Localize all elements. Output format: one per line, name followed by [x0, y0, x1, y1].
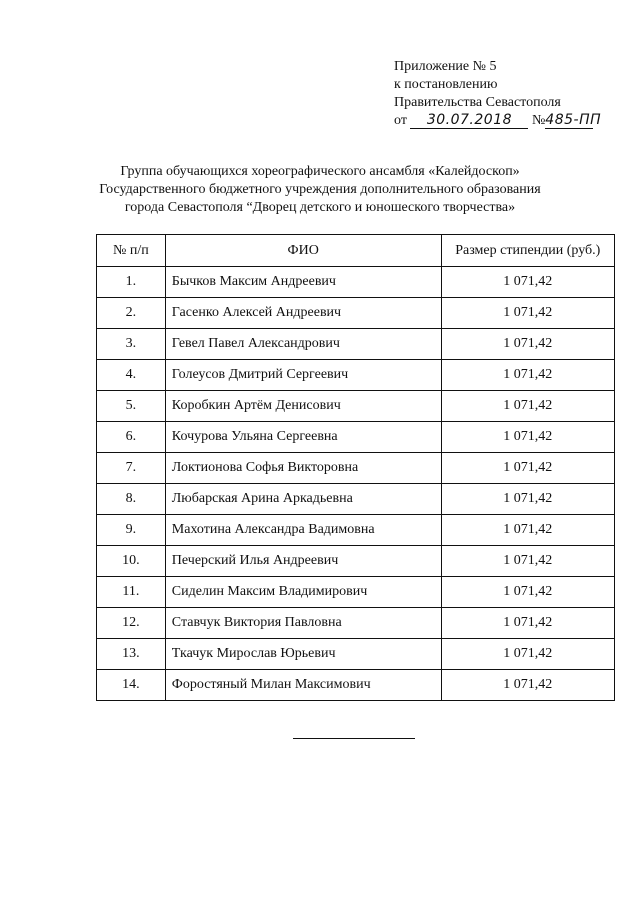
row-number: 2.: [97, 298, 166, 329]
table-row: [97, 670, 615, 701]
row-amount: 1 071,42: [441, 484, 614, 515]
row-name: Махотина Александра Вадимовна: [165, 515, 441, 546]
row-number: 5.: [97, 391, 166, 422]
title-line-2: Государственного бюджетного учреждения дополнительного образования: [99, 182, 541, 197]
row-amount: 1 071,42: [441, 453, 614, 484]
table-row: [97, 577, 615, 608]
table-row: [97, 422, 615, 453]
appendix-date-line: [394, 112, 624, 130]
row-name: Печерский Илья Андреевич: [165, 546, 441, 577]
row-amount: 1 071,42: [441, 515, 614, 546]
header-number: № п/п: [97, 235, 166, 267]
row-name: Локтионова Софья Викторовна: [165, 453, 441, 484]
table-row: [97, 391, 615, 422]
row-amount: 1 071,42: [441, 391, 614, 422]
row-name: Ткачук Мирослав Юрьевич: [165, 639, 441, 670]
row-amount: 1 071,42: [441, 298, 614, 329]
row-number: 11.: [97, 577, 166, 608]
row-name: Ставчук Виктория Павловна: [165, 608, 441, 639]
number-label: №: [531, 113, 546, 128]
row-number: 8.: [97, 484, 166, 515]
row-amount: 1 071,42: [441, 639, 614, 670]
row-number: 7.: [97, 453, 166, 484]
row-amount: 1 071,42: [441, 670, 614, 701]
table-row: [97, 515, 615, 546]
resolution-date: 30.07.2018: [410, 112, 528, 129]
row-name: Бычков Максим Андреевич: [165, 267, 441, 298]
row-name: Коробкин Артём Денисович: [165, 391, 441, 422]
table-row: [97, 484, 615, 515]
row-number: 12.: [97, 608, 166, 639]
row-number: 14.: [97, 670, 166, 701]
appendix-block: [394, 58, 624, 130]
row-name: Любарская Арина Аркадьевна: [165, 484, 441, 515]
closing-rule-divider: [293, 738, 415, 739]
title-line-1: Группа обучающихся хореографического ансамбля «Калейдоскоп»: [120, 164, 520, 179]
row-amount: 1 071,42: [441, 577, 614, 608]
row-amount: 1 071,42: [441, 546, 614, 577]
resolution-number: 485-ПП: [545, 112, 602, 128]
row-amount: 1 071,42: [441, 360, 614, 391]
row-number: 6.: [97, 422, 166, 453]
header-amount: Размер стипендии (руб.): [441, 235, 614, 267]
table-row: [97, 298, 615, 329]
table-row: [97, 546, 615, 577]
appendix-title: Приложение № 5: [394, 59, 497, 74]
row-number: 3.: [97, 329, 166, 360]
table-row: [97, 267, 615, 298]
appendix-line-government: Правительства Севастополя: [394, 95, 561, 110]
table-header-row: [97, 235, 615, 267]
table-row: [97, 453, 615, 484]
title-line-3: города Севастополя “Дворец детского и юношеского творчества»: [124, 200, 516, 215]
scholarship-table: [96, 234, 615, 701]
row-amount: 1 071,42: [441, 422, 614, 453]
table-row: [97, 329, 615, 360]
row-name: Голеусов Дмитрий Сергеевич: [165, 360, 441, 391]
row-name: Сиделин Максим Владимирович: [165, 577, 441, 608]
row-name: Гасенко Алексей Андреевич: [165, 298, 441, 329]
table-row: [97, 639, 615, 670]
row-name: Гевел Павел Александрович: [165, 329, 441, 360]
row-number: 9.: [97, 515, 166, 546]
table-row: [97, 608, 615, 639]
header-fio: ФИО: [165, 235, 441, 267]
document-title: [90, 163, 550, 217]
row-amount: 1 071,42: [441, 329, 614, 360]
row-name: Кочурова Ульяна Сергеевна: [165, 422, 441, 453]
appendix-line-to-resolution: к постановлению: [394, 77, 498, 92]
table-row: [97, 360, 615, 391]
row-name: Форостяный Милан Максимович: [165, 670, 441, 701]
row-number: 10.: [97, 546, 166, 577]
from-label: от: [394, 113, 407, 128]
row-amount: 1 071,42: [441, 267, 614, 298]
row-number: 13.: [97, 639, 166, 670]
row-number: 4.: [97, 360, 166, 391]
row-amount: 1 071,42: [441, 608, 614, 639]
row-number: 1.: [97, 267, 166, 298]
